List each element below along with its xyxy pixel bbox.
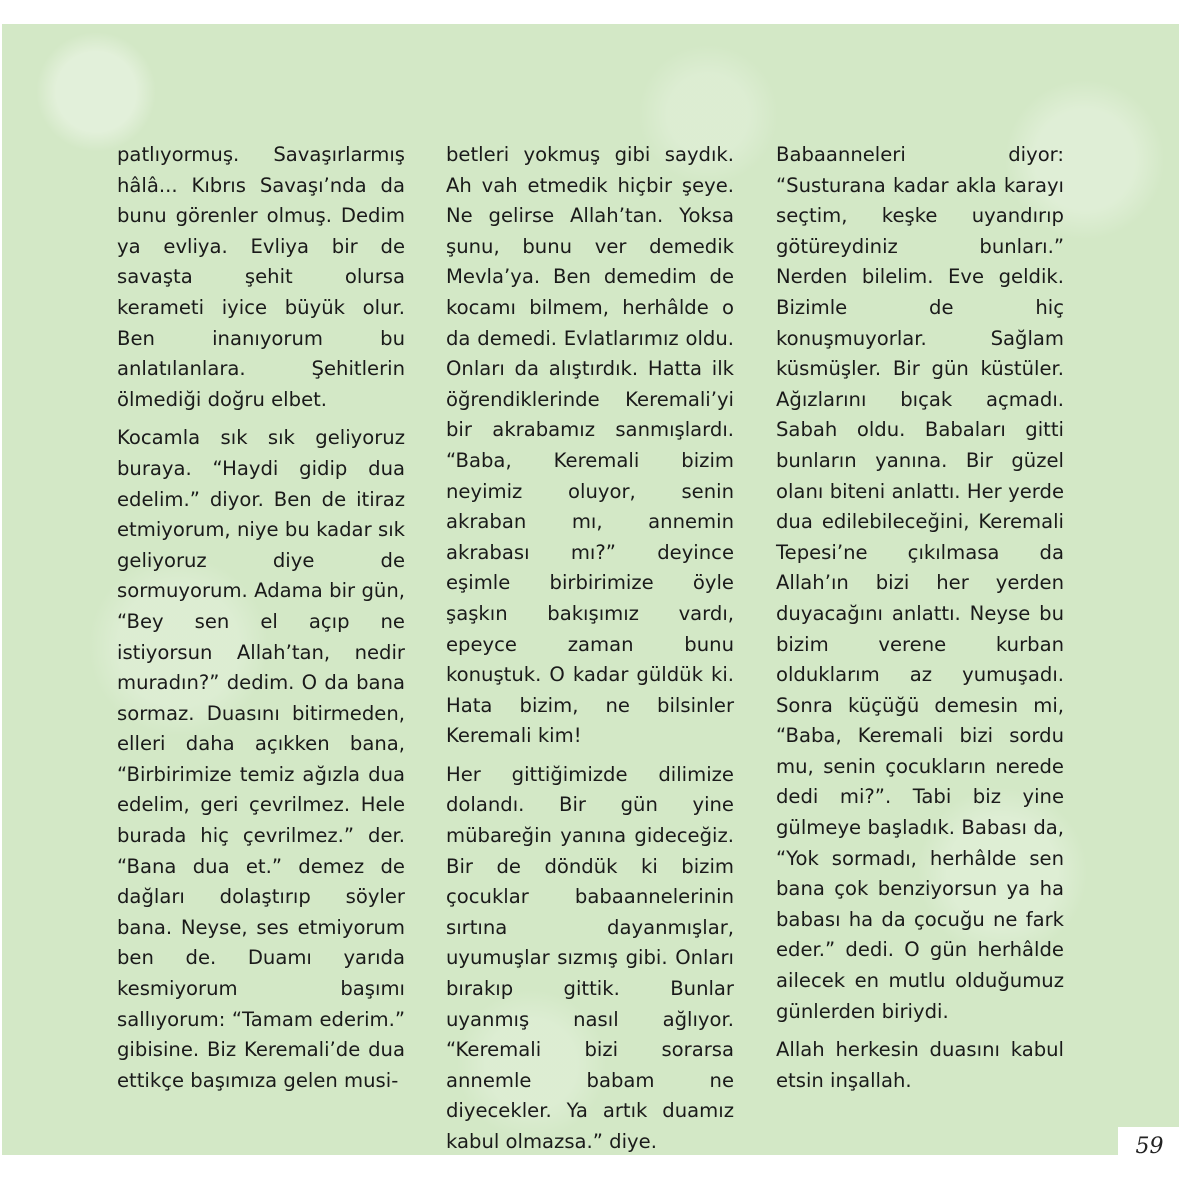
paragraph: Kocamla sık sık geliyoruz buraya. “Haydi gidip dua edelim.” diyor. Ben de itiraz etmiyorum, niye bu kadar sık geliyoruz diye de sormuyorum. Adama bir gün, “Bey sen el açıp ne istiyorsun Allah’tan, nedir muradın?” dedim. O da bana sormaz. Duasını bitirmeden, elleri daha açıkken bana, “Birbirimize temiz ağızla dua edelim, geri çevrilmez. Hele burada hiç çevrilmez.” der. “Bana dua et.” demez de dağları dolaştırıp söyler bana. Neyse, ses etmiyorum ben de. Duamı yarıda kesmiyorum başımı sallıyorum: “Tamam ederim.” gibisine. Biz Keremali’de dua ettikçe başımıza gelen musi-: [117, 426, 405, 1092]
text-column-2: [446, 140, 734, 1166]
paragraph: Allah herkesin duasını kabul etsin inşallah.: [776, 1038, 1064, 1092]
paragraph: Her gittiğimizde dilimize dolandı. Bir gün yine mübareğin yanına gideceğiz. Bir de döndük ki bizim çocuklar babaannelerinin sırtına dayanmışlar, uyumuşlar sızmış gibi. Onları bırakıp gittik. Bunlar uyanmış nasıl ağlıyor. “Keremali bizi sorarsa annemle babam ne diyecekler. Ya artık duamız kabul olmazsa.” diye.: [446, 762, 734, 1153]
paragraph: patlıyormuş. Savaşırlarmış hâlâ... Kıbrıs Savaşı’nda da bunu görenler olmuş. Dedim ya evliya. Evliya bir de savaşta şehit olursa kerameti iyice büyük olur. Ben inanıyorum bu anlatılanlara. Şehitlerin ölmediği doğru elbet.: [117, 143, 405, 411]
text-column-3: [776, 140, 1064, 1104]
paragraph: Babaanneleri diyor: “Susturana kadar akla karayı seçtim, keşke uyandırıp götüreydiniz bunları.” Nerden bilelim. Eve geldik. Bizimle de hiç konuşmuyorlar. Sağlam küsmüşler. Bir gün küstüler. Ağızlarını bıçak açmadı. Sabah oldu. Babaları gitti bunların yanına. Bir güzel olanı biteni anlattı. Her yerde dua edilebileceğini, Keremali Tepesi’ne çıkılmasa da Allah’ın bizi her yerden duyacağını anlattı. Neyse bu bizim verene kurban olduklarım az yumuşadı. Sonra küçüğü demesin mi, “Baba, Keremali bizi sordu mu, senin çocukların nerede dedi mi?”. Tabi biz yine gülmeye başladık. Babası da, “Yok sormadı, herhâlde sen bana çok benziyorsun ya ha babası ha da çocuğu ne fark eder.” dedi. O gün herhâlde ailecek en mutlu olduğumuz günlerden biriydi.: [776, 143, 1064, 1023]
text-column-1: [117, 140, 405, 1104]
page-number: 59: [1118, 1127, 1181, 1167]
paragraph: betleri yokmuş gibi saydık. Ah vah etmedik hiçbir şeye. Ne gelirse Allah’tan. Yoksa şunu, bunu ver demedik Mevla’ya. Ben demedim de kocamı bilmem, herhâlde o da demedi. Evlatlarımız oldu. Onları da alıştırdık. Hatta ilk öğrendiklerinde Keremali’yi bir akrabamız sanmışlardı. “Baba, Keremali bizim neyimiz oluyor, senin akraban mı, annemin akrabası mı?” deyince eşimle birbirimize öyle şaşkın bakışımız vardı, epeyce zaman bunu konuştuk. O kadar güldük ki. Hata bizim, ne bilsinler Keremali kim!: [446, 143, 734, 748]
